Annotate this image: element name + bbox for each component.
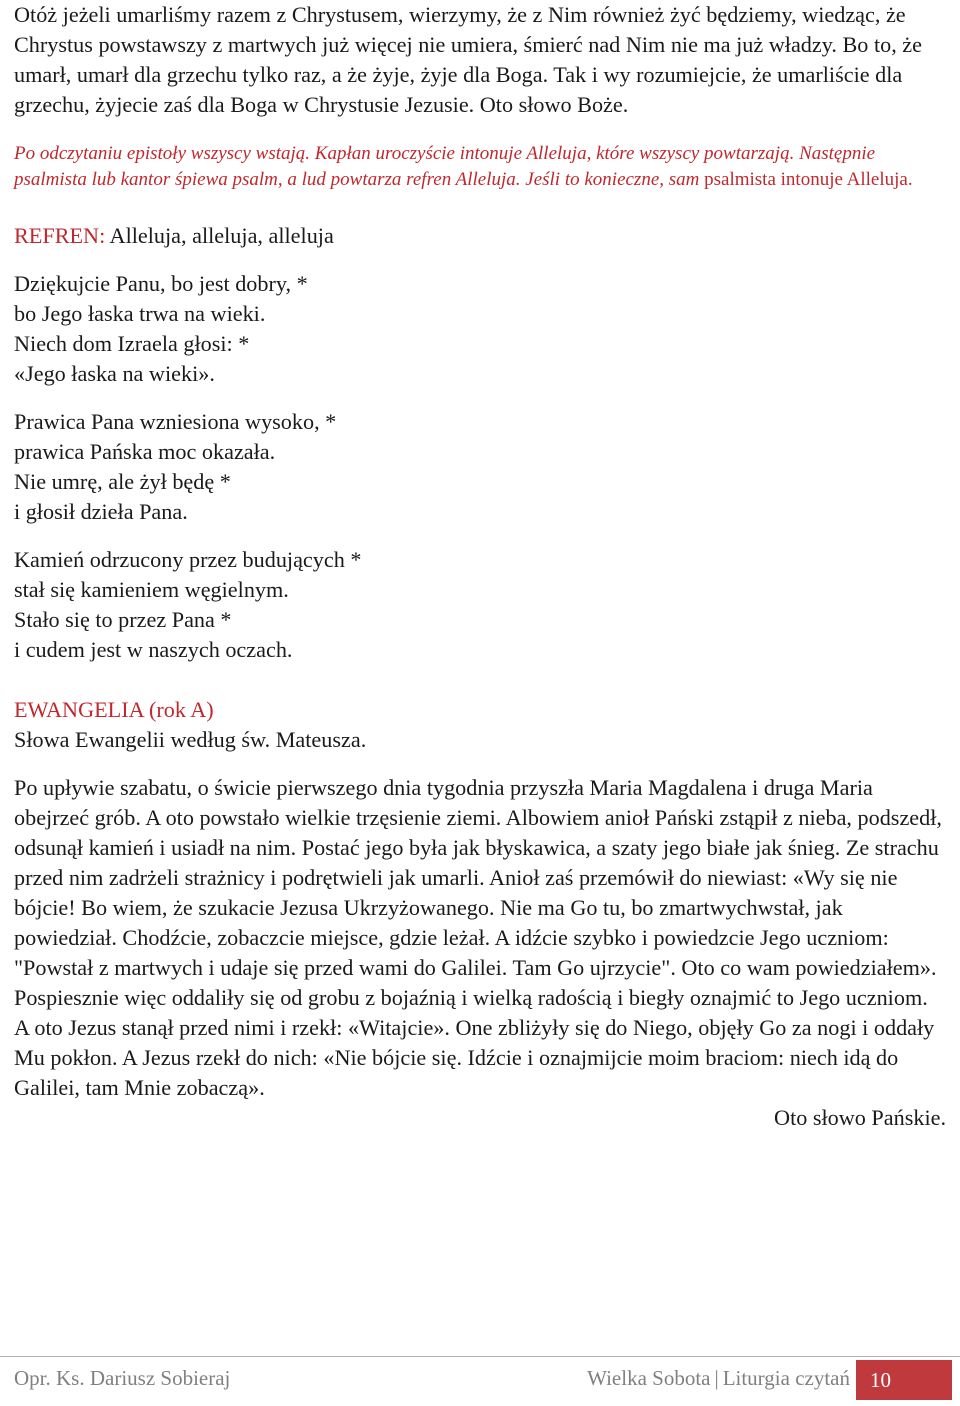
gospel-header bbox=[14, 695, 946, 755]
psalm-line: Niech dom Izraela głosi: * bbox=[14, 331, 250, 356]
psalm-line: Prawica Pana wzniesiona wysoko, * bbox=[14, 409, 337, 434]
psalm-line: prawica Pańska moc okazała. bbox=[14, 439, 276, 464]
psalm-stanza-3 bbox=[14, 545, 946, 665]
psalm-stanza-1 bbox=[14, 269, 946, 389]
psalm-line: Nie umrę, ale żył będę * bbox=[14, 469, 231, 494]
psalm-line: i cudem jest w naszych oczach. bbox=[14, 637, 293, 662]
footer-divider bbox=[0, 1356, 960, 1357]
psalm-line: Kamień odrzucony przez budujących * bbox=[14, 547, 362, 572]
epistle-ending-paragraph: Otóż jeżeli umarliśmy razem z Chrystusem, wierzymy, że z Nim również żyć będziemy, wiedząc, że Chrystus powstawszy z martwych już więcej nie umiera, śmierć nad Nim nie ma już władzy. Bo to, że umarł, umarł dla grzechu tylko raz, a że żyje, żyje dla Boga. Tak i wy rozumiejcie, że umarliście dla grzechu, żyjecie zaś dla Boga w Chrystusie Jezusie. Oto słowo Boże. bbox=[14, 2, 922, 117]
footer-title-right: Liturgia czytań bbox=[722, 1366, 850, 1390]
footer-separator: | bbox=[714, 1366, 719, 1390]
refren-label: REFREN: bbox=[14, 223, 106, 248]
psalm-line: stał się kamieniem węgielnym. bbox=[14, 577, 289, 602]
psalm-line: «Jego łaska na wieki». bbox=[14, 361, 215, 386]
gospel-closing: Oto słowo Pańskie. bbox=[774, 1105, 946, 1130]
page-number-box bbox=[856, 1360, 952, 1400]
gospel-heading: EWANGELIA (rok A) bbox=[14, 697, 214, 722]
psalm-stanza-2 bbox=[14, 407, 946, 527]
psalm-line: i głosił dzieła Pana. bbox=[14, 499, 188, 524]
footer-title-left: Wielka Sobota bbox=[587, 1366, 711, 1390]
gospel-source: Słowa Ewangelii według św. Mateusza. bbox=[14, 727, 367, 752]
footer-author: Opr. Ks. Dariusz Sobieraj bbox=[14, 1366, 231, 1390]
gospel-text: Po upływie szabatu, o świcie pierwszego dnia tygodnia przyszła Maria Magdalena i druga Maria obejrzeć grób. A oto powstało wielkie trzęsienie ziemi. Albowiem anioł Pański zstąpił z nieba, podszedł, odsunął kamień i usiadł na nim. Postać jego była jak błyskawica, a szaty jego białe jak śnieg. Ze strachu przed nim zadrżeli strażnicy i podrętwieli jak umarli. Anioł zaś przemówił do niewiast: «Wy się nie bójcie! Bo wiem, że szukacie Jezusa Ukrzyżowanego. Nie ma Go tu, bo zmartwychwstał, jak powiedział. Chodźcie, zobaczcie miejsce, gdzie leżał. A idźcie szybko i powiedzcie Jego uczniom: "Powstał z martwych i udaje się przed wami do Galilei. Tam Go ujrzycie". Oto co wam powiedziałem». Pospiesznie więc oddaliły się od grobu z bojaźnią i wielką radością i biegły oznajmić to Jego uczniom. A oto Jezus stanął przed nimi i rzekł: «Witajcie». One zbliżyły się do Niego, objęły Go za nogi i oddały Mu pokłon. A Jezus rzekł do nich: «Nie bójcie się. Idźcie i oznajmijcie moim braciom: niech idą do Galilei, tam Mnie zobaczą». bbox=[14, 775, 942, 1100]
psalm-line: Stało się to przez Pana * bbox=[14, 607, 232, 632]
refren-line bbox=[14, 221, 946, 251]
refren-text: Alleluja, alleluja, alleluja bbox=[105, 223, 334, 248]
document-page bbox=[14, 0, 946, 1133]
page-footer bbox=[0, 1356, 960, 1406]
rubric-instruction bbox=[14, 141, 946, 193]
footer-title bbox=[587, 1366, 850, 1391]
page-number: 10 bbox=[870, 1368, 891, 1392]
psalm-line: bo Jego łaska trwa na wieki. bbox=[14, 301, 266, 326]
rubric-upright-text: psalmista intonuje Alleluja. bbox=[704, 169, 913, 190]
psalm-line: Dziękujcie Panu, bo jest dobry, * bbox=[14, 271, 308, 296]
rubric-italic-text: Po odczytaniu epistoły wszyscy wstają. Kapłan uroczyście intonuje Alleluja, które wszyscy powtarzają. Następnie psalmista lub kantor śpiewa psalm, a lud powtarza refren Alleluja. Jeśli to konieczne, sam bbox=[14, 143, 876, 190]
